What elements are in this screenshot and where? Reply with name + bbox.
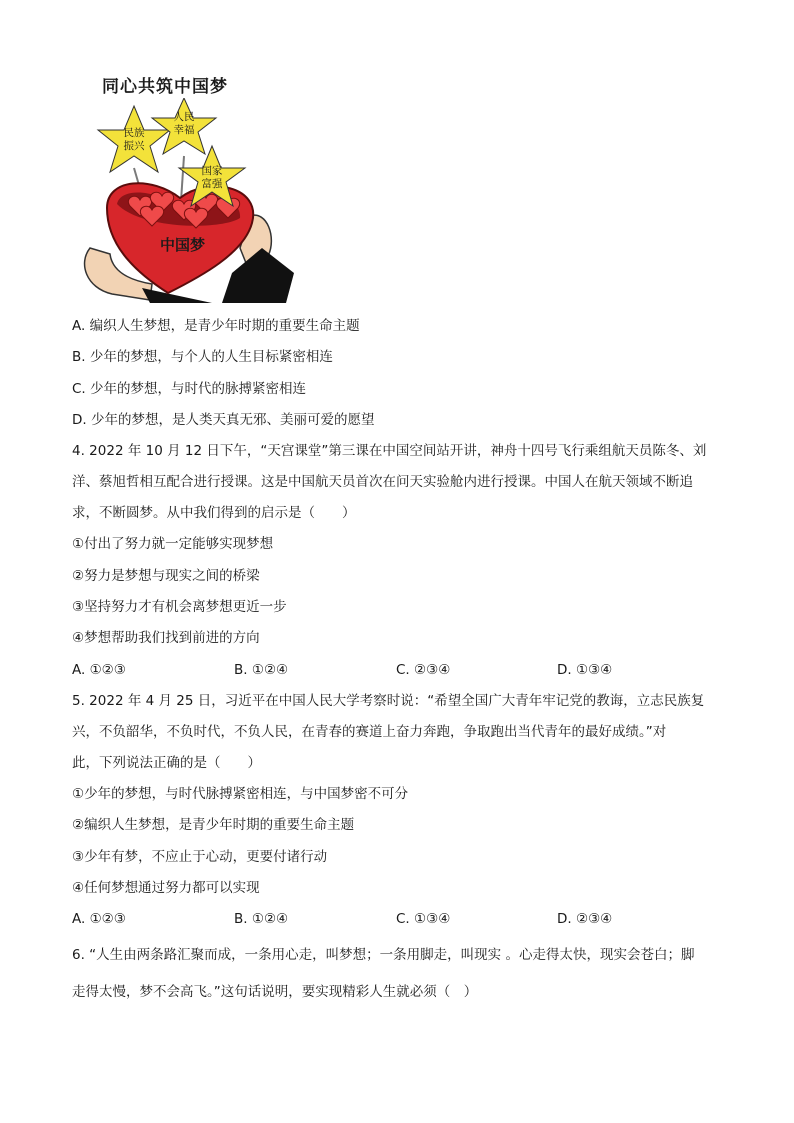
q4-choice-b: B. ①②④ (234, 662, 289, 678)
q5-stem-line3: 此，下列说法正确的是（ ） (72, 755, 261, 771)
q4-item-1: ①付出了努力就一定能够实现梦想 (72, 536, 274, 552)
q5-item-3: ③少年有梦，不应止于心动，更要付诸行动 (72, 849, 328, 865)
star3-line2: 富强 (201, 178, 223, 190)
star2-line2: 幸福 (173, 124, 195, 136)
q5-choice-b: B. ①②④ (234, 911, 289, 927)
q4-choice-d: D. ①③④ (557, 662, 613, 678)
q5-item-2: ②编织人生梦想，是青少年时期的重要生命主题 (72, 817, 355, 833)
q4-item-2: ②努力是梦想与现实之间的桥梁 (72, 568, 260, 584)
figure-title: 同心共筑中国梦 (102, 77, 228, 97)
star1-line1: 民族 (123, 127, 145, 139)
star-icon (98, 106, 170, 172)
box-label: 中国梦 (160, 236, 206, 254)
q4-item-4: ④梦想帮助我们找到前进的方向 (72, 630, 260, 646)
q5-choice-c: C. ①③④ (396, 911, 451, 927)
q5-stem-line1: 5. 2022 年 4 月 25 日，习近平在中国人民大学考察时说：“希望全国广大青年牢记党的教诲，立志民族复 (72, 693, 705, 709)
q4-stem-line2: 洋、蔡旭哲相互配合进行授课。这是中国航天员首次在问天实验舱内进行授课。中国人在航天领域不断追 (72, 474, 693, 490)
right-sleeve (222, 248, 294, 303)
q5-choice-a: A. ①②③ (72, 911, 126, 927)
q4-choice-a: A. ①②③ (72, 662, 126, 678)
q5-item-1: ①少年的梦想，与时代脉搏紧密相连，与中国梦密不可分 (72, 786, 409, 802)
q4-choice-c: C. ②③④ (396, 662, 451, 678)
left-sleeve (142, 288, 212, 303)
q4-stem-line1: 4. 2022 年 10 月 12 日下午，“天宫课堂”第三课在中国空间站开讲，神舟十四号飞行乘组航天员陈冬、刘 (72, 443, 707, 459)
q5-item-4: ④任何梦想通过努力都可以实现 (72, 880, 260, 896)
q3-option-d: D. 少年的梦想，是人类天真无邪、美丽可爱的愿望 (72, 412, 375, 428)
q4-stem-line3: 求，不断圆梦。从中我们得到的启示是（ ） (72, 505, 356, 521)
star1-line2: 振兴 (123, 140, 145, 152)
q5-stem-line2: 兴，不负韶华，不负时代，不负人民，在青春的赛道上奋力奔跑，争取跑出当代青年的最好成绩。”对 (72, 724, 667, 740)
star2-line1: 人民 (173, 111, 195, 123)
q6-stem-line1: 6. “人生由两条路汇聚而成，一条用心走，叫梦想；一条用脚走，叫现实 。心走得太快，现实会苍白；脚 (72, 947, 695, 963)
q3-option-b: B. 少年的梦想，与个人的人生目标紧密相连 (72, 349, 333, 365)
dream-illustration (72, 70, 302, 305)
q3-option-a: A. 编织人生梦想，是青少年时期的重要生命主题 (72, 318, 360, 334)
heart-box-illustration (72, 98, 302, 303)
q6-stem-line2: 走得太慢，梦不会高飞。”这句话说明，要实现精彩人生就必须（ ） (72, 984, 478, 1000)
q3-option-c: C. 少年的梦想，与时代的脉搏紧密相连 (72, 381, 307, 397)
star3-line1: 国家 (201, 165, 223, 177)
q5-choice-d: D. ②③④ (557, 911, 613, 927)
q4-item-3: ③坚持努力才有机会离梦想更近一步 (72, 599, 287, 615)
